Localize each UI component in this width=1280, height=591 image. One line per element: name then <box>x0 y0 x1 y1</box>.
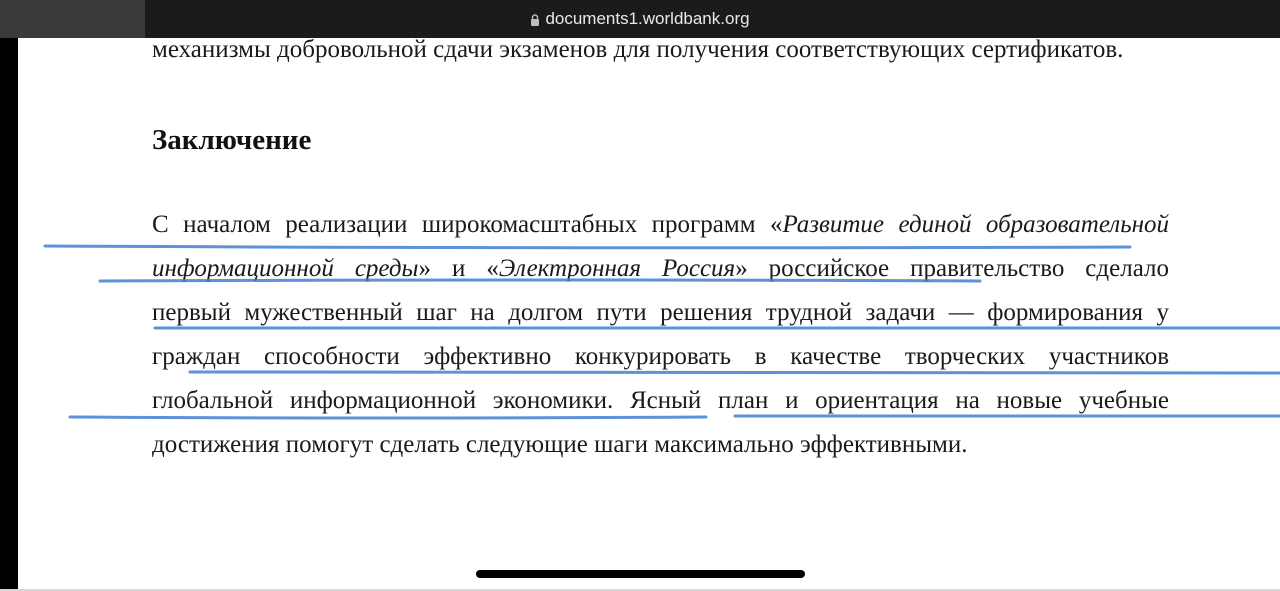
paragraph-line-4: граждан способности эффективно конкурировать в качестве творческих участников <box>152 343 1169 370</box>
paragraph-line-2: информационной среды» и «Электронная Россия» российское правительство сделало <box>152 255 1169 282</box>
paragraph-line-1: С началом реализации широкомасштабных программ «Развитие единой образовательной <box>152 211 1169 238</box>
program-title-2: Электронная Россия <box>498 255 736 282</box>
conclusion-paragraph <box>152 203 1169 467</box>
paragraph-line-5: глобальной информационной экономики. Ясный план и ориентация на новые учебные <box>152 387 1169 414</box>
previous-paragraph-tail: механизмы добровольной сдачи экзаменов для получения соответствующих сертификатов. <box>152 36 1124 63</box>
program-title-1: Развитие единой образовательной <box>782 211 1169 238</box>
paragraph-line-3: первый мужественный шаг на долгом пути решения трудной задачи — формирования у <box>152 299 1169 326</box>
home-indicator[interactable] <box>476 570 805 578</box>
lock-icon <box>530 14 540 26</box>
program-title-1-end: информационной среды <box>152 255 419 282</box>
section-heading: Заключение <box>152 124 312 156</box>
address-bar[interactable] <box>0 0 1280 38</box>
paragraph-line-6: достижения помогут сделать следующие шаги максимально эффективными. <box>152 431 968 458</box>
url-text: documents1.worldbank.org <box>545 9 750 28</box>
